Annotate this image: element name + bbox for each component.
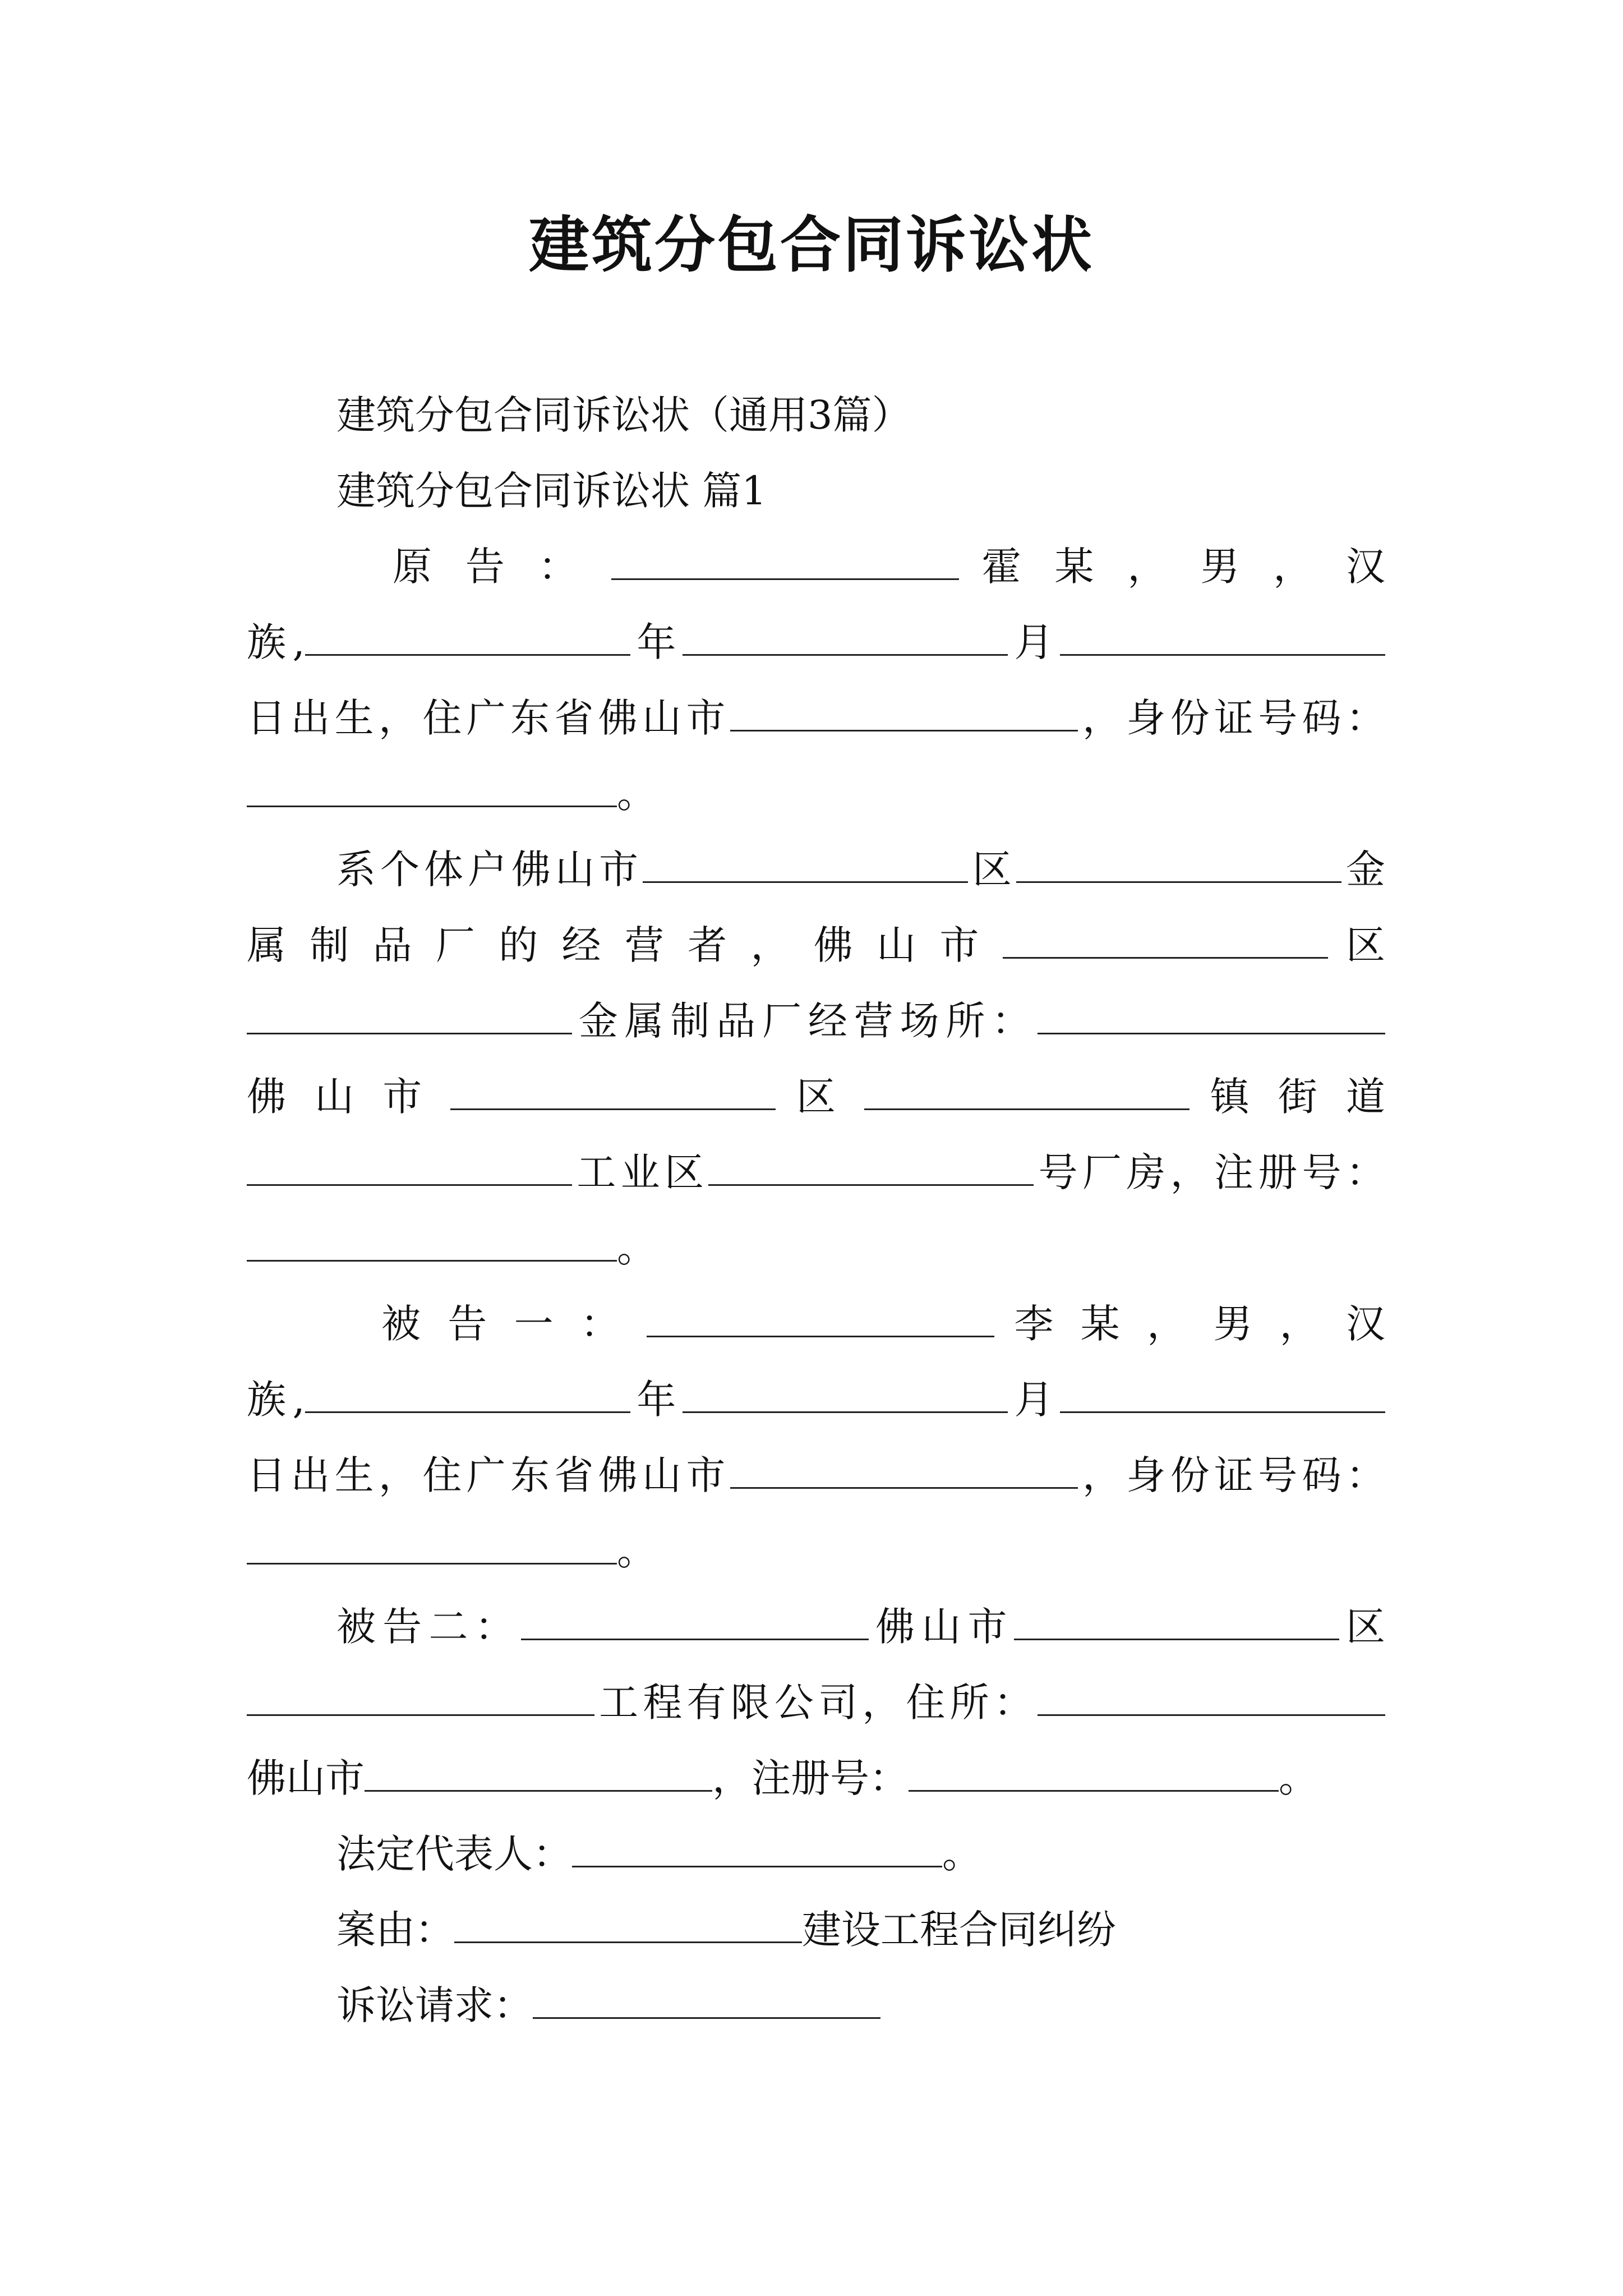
- period: 。: [617, 771, 656, 817]
- subtitle: 建筑分包合同诉讼状（通用3篇）: [336, 392, 911, 438]
- district-text: 区: [1345, 922, 1385, 968]
- defendant2-line-2: [247, 1669, 1385, 1736]
- legal-rep-line: [336, 1820, 1475, 1888]
- period: 。: [1279, 1755, 1318, 1801]
- plaintiff-line-4: [247, 760, 1385, 827]
- birth-day-blank: [1060, 619, 1385, 656]
- period: 。: [617, 1528, 656, 1574]
- city-text: 佛山市: [868, 1604, 1014, 1650]
- legal-rep-label: 法定代表人：: [336, 1831, 572, 1877]
- birth-year-blank: [305, 619, 630, 656]
- business-line-1: [336, 836, 1385, 903]
- birth-year-blank: [305, 1377, 630, 1413]
- street-text: 镇 街 道: [1210, 1074, 1385, 1120]
- year-text: 年: [630, 1377, 683, 1423]
- address-blank: [730, 1452, 1078, 1489]
- district-text: 区: [968, 846, 1016, 892]
- company-name-blank: [247, 1680, 594, 1716]
- factory-name-blank: [1016, 846, 1341, 883]
- plaintiff-line-2: [247, 609, 1385, 676]
- cause-label: 案由：: [336, 1907, 454, 1953]
- plaintiff-label: 原 告 ：: [393, 544, 588, 590]
- defendant1-line-1: [381, 1290, 1385, 1358]
- birth-month-blank: [683, 619, 1008, 656]
- defendant1-name: 李 某 ， 男 ， 汉: [1014, 1301, 1385, 1347]
- business-line-2: [247, 912, 1385, 979]
- defendant1-label: 被 告 一 ：: [381, 1301, 627, 1347]
- defendant1-name-blank: [647, 1301, 994, 1337]
- plaintiff-line-3: [247, 684, 1385, 752]
- registration-blank: [247, 1225, 617, 1262]
- plaintiff-line-1: [393, 533, 1385, 600]
- company-district-blank: [1014, 1604, 1339, 1640]
- ethnicity-text: 族,: [247, 619, 305, 665]
- id-number-label: ，身份证号码：: [1077, 1452, 1386, 1498]
- plaintiff-name: 霍 某 ， 男 ， 汉: [981, 544, 1385, 590]
- district-blank: [643, 846, 968, 883]
- defendant2-label: 被告二：: [336, 1604, 521, 1650]
- ethnicity-text: 族,: [247, 1377, 305, 1423]
- defendant1-line-4: [247, 1517, 1385, 1585]
- legal-rep-blank: [572, 1831, 942, 1867]
- period: 。: [617, 1225, 656, 1271]
- period: 。: [942, 1831, 981, 1877]
- district-text: 区: [1339, 1604, 1386, 1650]
- address-blank: [730, 695, 1078, 731]
- operator-text: 属 制 品 厂 的 经 营 者 ， 佛 山 市: [247, 922, 985, 968]
- domicile-detail-blank: [365, 1755, 712, 1792]
- defendant1-line-3: [247, 1442, 1385, 1509]
- premises-district2-blank: [450, 1074, 776, 1110]
- district-text: 区: [796, 1074, 844, 1120]
- domicile-blank: [1038, 1680, 1385, 1716]
- defendant1-line-2: [247, 1366, 1385, 1433]
- business-line-3: [247, 987, 1385, 1055]
- registration-label: 号厂房，注册号：: [1034, 1149, 1386, 1195]
- registration-label: ，注册号：: [712, 1755, 909, 1801]
- registration-blank: [909, 1755, 1279, 1792]
- cause-line: [336, 1896, 1475, 1963]
- birth-day-blank: [1060, 1377, 1385, 1413]
- company-city-blank: [521, 1604, 869, 1640]
- address-text: 日出生，住广东省佛山市: [247, 695, 730, 741]
- city-text: 佛 山 市: [247, 1074, 430, 1120]
- month-text: 月: [1007, 619, 1060, 665]
- plaintiff-name-blank: [611, 544, 959, 580]
- claims-label: 诉讼请求：: [336, 1982, 533, 2028]
- company-text: 工程有限公司，住所：: [594, 1680, 1038, 1726]
- business-line-5: [247, 1139, 1385, 1206]
- business-line-4: [247, 1063, 1385, 1130]
- id-number-blank: [247, 771, 617, 807]
- cause-value: 建设工程合同纠纷: [802, 1907, 1116, 1953]
- premises-blank: [1038, 998, 1385, 1034]
- month-text: 月: [1007, 1377, 1060, 1423]
- id-number-blank: [247, 1528, 617, 1565]
- year-text: 年: [630, 619, 683, 665]
- section-heading: 建筑分包合同诉讼状 篇1: [336, 468, 767, 514]
- street-blank: [247, 1149, 572, 1186]
- building-no-blank: [708, 1149, 1034, 1186]
- birth-month-blank: [683, 1377, 1008, 1413]
- town-blank: [864, 1074, 1189, 1110]
- factory-blank: [247, 998, 572, 1034]
- cause-blank: [454, 1907, 802, 1943]
- defendant2-line-1: [336, 1593, 1385, 1660]
- id-number-label: ，身份证号码：: [1077, 695, 1386, 741]
- business-line-6: [247, 1214, 1385, 1282]
- city-text: 佛山市: [247, 1755, 365, 1801]
- premises-district-blank: [1003, 922, 1328, 959]
- metal-text: 金: [1341, 846, 1385, 892]
- premises-label: 金属制品厂经营场所：: [572, 998, 1038, 1044]
- defendant2-line-3: [247, 1745, 1385, 1812]
- document-title: 建筑分包合同诉讼状: [528, 210, 1094, 280]
- claims-line: [336, 1972, 1475, 2039]
- industrial-zone-text: 工业区: [572, 1149, 709, 1195]
- business-text: 系个体户佛山市: [336, 846, 643, 892]
- address-text: 日出生，住广东省佛山市: [247, 1452, 730, 1498]
- claims-blank: [533, 1982, 880, 2019]
